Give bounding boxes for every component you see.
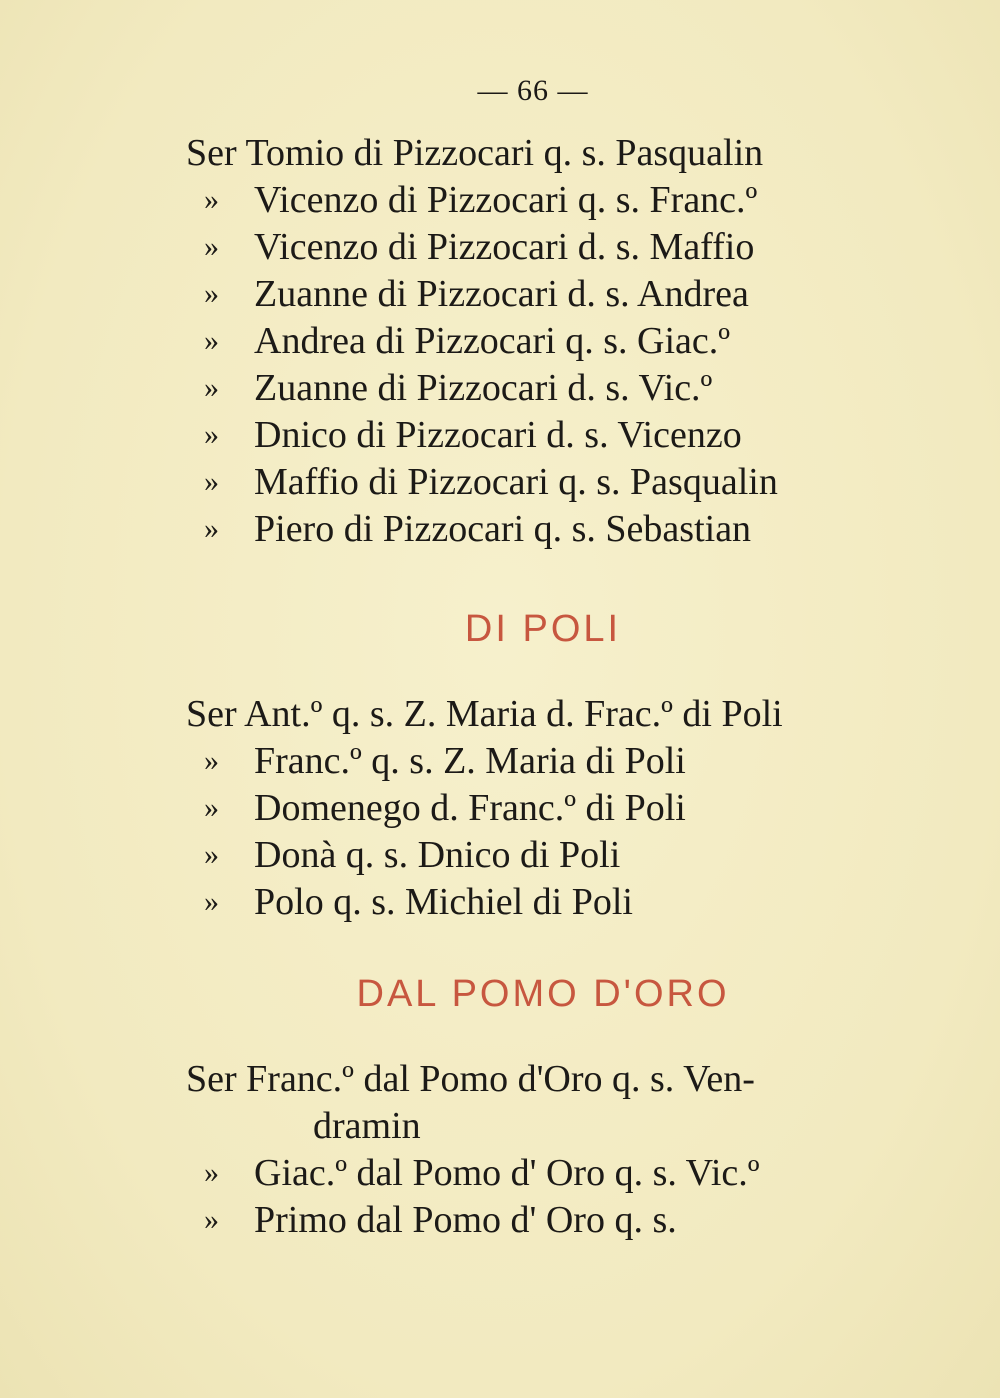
entry-text: Vicenzo di Pizzocari q. s. Franc.º [254,179,758,221]
section-heading: DI POLI [464,608,622,650]
entry-line [186,1060,755,1098]
entry-line [186,134,763,172]
ditto-mark: » [204,1203,219,1236]
ditto-mark: » [204,512,219,545]
entry-line [204,742,686,780]
ditto-mark: » [204,183,219,216]
entry-text: Polo q. s. Michiel di Poli [254,881,633,923]
ditto-mark: » [204,324,219,357]
entry-text: Ant.º q. s. Z. Maria d. Frac.º di Poli [244,693,783,735]
entry-text: Dnico di Pizzocari d. s. Vicenzo [254,414,742,456]
entry-line [204,275,749,313]
ditto-mark: » [204,371,219,404]
ditto-mark: » [204,465,219,498]
entry-text: Zuanne di Pizzocari d. s. Vic.º [254,367,713,409]
entry-text: Donà q. s. Dnico di Poli [254,834,621,876]
entry-line [204,416,742,454]
entry-text: Giac.º dal Pomo d' Oro q. s. Vic.º [254,1152,760,1194]
entry-line [204,836,620,874]
ditto-mark: » [204,838,219,871]
entry-text: Tomio di Pizzocari q. s. Pasqualin [245,132,764,174]
entry-line [204,369,712,407]
entry-line [204,322,730,360]
ditto-mark: » [204,230,219,263]
entry-text: Maffio di Pizzocari q. s. Pasqualin [254,461,778,503]
entry-text: Zuanne di Pizzocari d. s. Andrea [254,273,749,315]
entry-line [204,883,633,921]
entry-line [204,1201,677,1239]
ditto-mark: » [204,1156,219,1189]
entry-line [204,789,686,827]
entry-line [204,181,757,219]
ditto-mark: » [204,791,219,824]
entry-line [204,228,754,266]
entry-line [204,1154,760,1192]
entry-text: Piero di Pizzocari q. s. Sebastian [254,508,752,550]
entry-line [204,463,778,501]
ser-label: Ser [186,132,237,174]
entry-line [204,510,751,548]
ditto-mark: » [204,885,219,918]
entry-text: Domenego d. Franc.º di Poli [254,787,686,829]
entry-continuation: dramin [313,1105,421,1147]
section-heading: DAL POMO D'ORO [356,973,730,1015]
ditto-mark: » [204,744,219,777]
ser-label: Ser [186,1058,237,1100]
entry-text: Andrea di Pizzocari q. s. Giac.º [254,320,731,362]
page-number: — 66 — [477,74,589,107]
entry-text: Primo dal Pomo d' Oro q. s. [254,1199,677,1241]
entry-text: Vicenzo di Pizzocari d. s. Maffio [254,226,755,268]
ditto-mark: » [204,418,219,451]
entry-line [186,695,783,733]
entry-text: Franc.º q. s. Z. Maria di Poli [254,740,686,782]
entry-text: Franc.º dal Pomo d'Oro q. s. Ven- [246,1058,755,1100]
ser-label: Ser [186,693,237,735]
ditto-mark: » [204,277,219,310]
